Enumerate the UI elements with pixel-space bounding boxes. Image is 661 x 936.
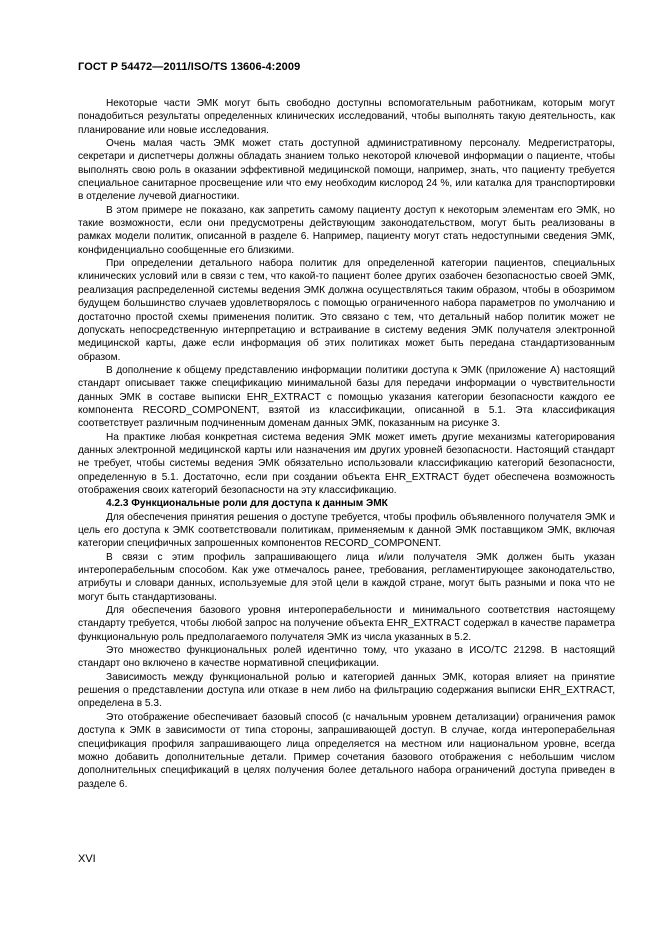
paragraph: При определении детального набора политик для определенной категории пациентов, специальных клинических условий или в связи с тем, что какой-то пациент более других озабочен безопасностью своей ЭМК, реализация распределенной системы ведения ЭМК должна осуществляться таким образом, чтобы в обозримом будущем большинство случаев удовлетворялось с помощью ограниченного набора параметров по умолчанию и достаточно простой схемы применения политик. Это связано с тем, что детальный набор политик может не допускать непосредственную интерпретацию и встраивание в систему ведения ЭМК получателя электронной медицинской карты, даже если информация об этих политиках может быть передана стандартизованным образом.: [78, 258, 615, 363]
document-body: [78, 97, 615, 791]
paragraph: Это множество функциональных ролей идентично тому, что указано в ИСО/ТС 21298. В настоящий стандарт оно включено в качестве нормативной спецификации.: [78, 645, 615, 670]
page-header-standard-title: ГОСТ Р 54472—2011/ISO/TS 13606-4:2009: [78, 61, 301, 73]
paragraph: Это отображение обеспечивает базовый способ (с начальным уровнем детализации) ограничения рамок доступа к ЭМК в зависимости от типа стороны, запрашивающей доступ. В случае, когда интероперабельная спецификация профиля запрашивающего лица определяется на местном или национальном уровне, всегда можно добавить дополнительные детали. Пример сочетания базового отображения с небольшим числом дополнительных спецификаций в целях получения более детального набора ограничений доступа приведен в разделе 6.: [78, 711, 615, 790]
paragraph: Для обеспечения базового уровня интероперабельности и минимального соответствия настоящему стандарту требуется, чтобы любой запрос на получение объекта EHR_EXTRACT содержал в качестве параметра функциональную роль предполагаемого получателя ЭМК из числа указанных в 5.2.: [78, 605, 615, 643]
paragraph: В дополнение к общему представлению информации политики доступа к ЭМК (приложение А) настоящий стандарт описывает также спецификацию минимальной базы для передачи информации о чувствительности данных ЭМК в составе выписки EHR_EXTRACT с помощью указания категории безопасности каждого ее компонента RECORD_COMPONENT, взятой из классификации, описанной в 5.1. Эта классификация соответствует различным подчиненным доменам данных ЭМК, показанным на рисунке 3.: [78, 364, 615, 430]
paragraph: Очень малая часть ЭМК может стать доступной административному персоналу. Медрегистраторы, секретари и диспетчеры должны обладать знанием только некоторой ключевой информации о пациенте, чтобы выполнять свою роль в оказании эффективной медицинской помощи, например, знать, что пациенту требуется специальное санитарное просвещение или что ему необходим кислород 24 %, или каталка для транспортировки в отделение лучевой диагностики.: [78, 138, 615, 203]
paragraph: На практике любая конкретная система ведения ЭМК может иметь другие механизмы категорирования данных электронной медицинской карты или назначения им других уровней безопасности. Настоящий стандарт не требует, чтобы системы ведения ЭМК обязательно использовали классификацию категорий безопасности, определенную в 5.1. Достаточно, если при создании объекта EHR_EXTRACT будет обеспечена возможность отображения своих категорий безопасности на эту классификацию.: [78, 431, 615, 496]
paragraph: Зависимость между функциональной ролью и категорией данных ЭМК, которая влияет на принятие решения о представлении доступа или отказе в нем либо на фильтрацию содержания выписки EHR_EXTRACT, определена в 5.3.: [78, 671, 615, 710]
paragraph: Для обеспечения принятия решения о доступе требуется, чтобы профиль объявленного получателя ЭМК и цель его доступа к ЭМК соответствовали политикам, применяемым к данной ЭМК поставщиком ЭМК, включая категории специфичных запрошенных компонентов RECORD_COMPONENT.: [78, 511, 615, 550]
section-heading: 4.2.3 Функциональные роли для доступа к данным ЭМК: [106, 498, 388, 510]
page-number: XVI: [78, 853, 96, 865]
paragraph: В связи с этим профиль запрашивающего лица и/или получателя ЭМК должен быть указан интероперабельным способом. Как уже отмечалось ранее, требования, регламентирующее законодательство, атрибуты и словари данных, используемые для этой цели в каждой стране, могут быть разными и пока что не могут быть стандартизованы.: [78, 551, 615, 603]
paragraph: В этом примере не показано, как запретить самому пациенту доступ к некоторым элементам его ЭМК, но такие возможности, если они предусмотрены действующим законодательством, могут быть реализованы в рамках модели политик, описанной в разделе 6. Например, пациенту могут стать недоступными сведения ЭМК, конфиденциально сообщенные его близкими.: [78, 204, 615, 256]
paragraph: Некоторые части ЭМК могут быть свободно доступны вспомогательным работникам, которым могут понадобиться результаты определенных клинических исследований, чтобы выполнять такую деятельность, как планирование или новые исследования.: [78, 98, 615, 136]
